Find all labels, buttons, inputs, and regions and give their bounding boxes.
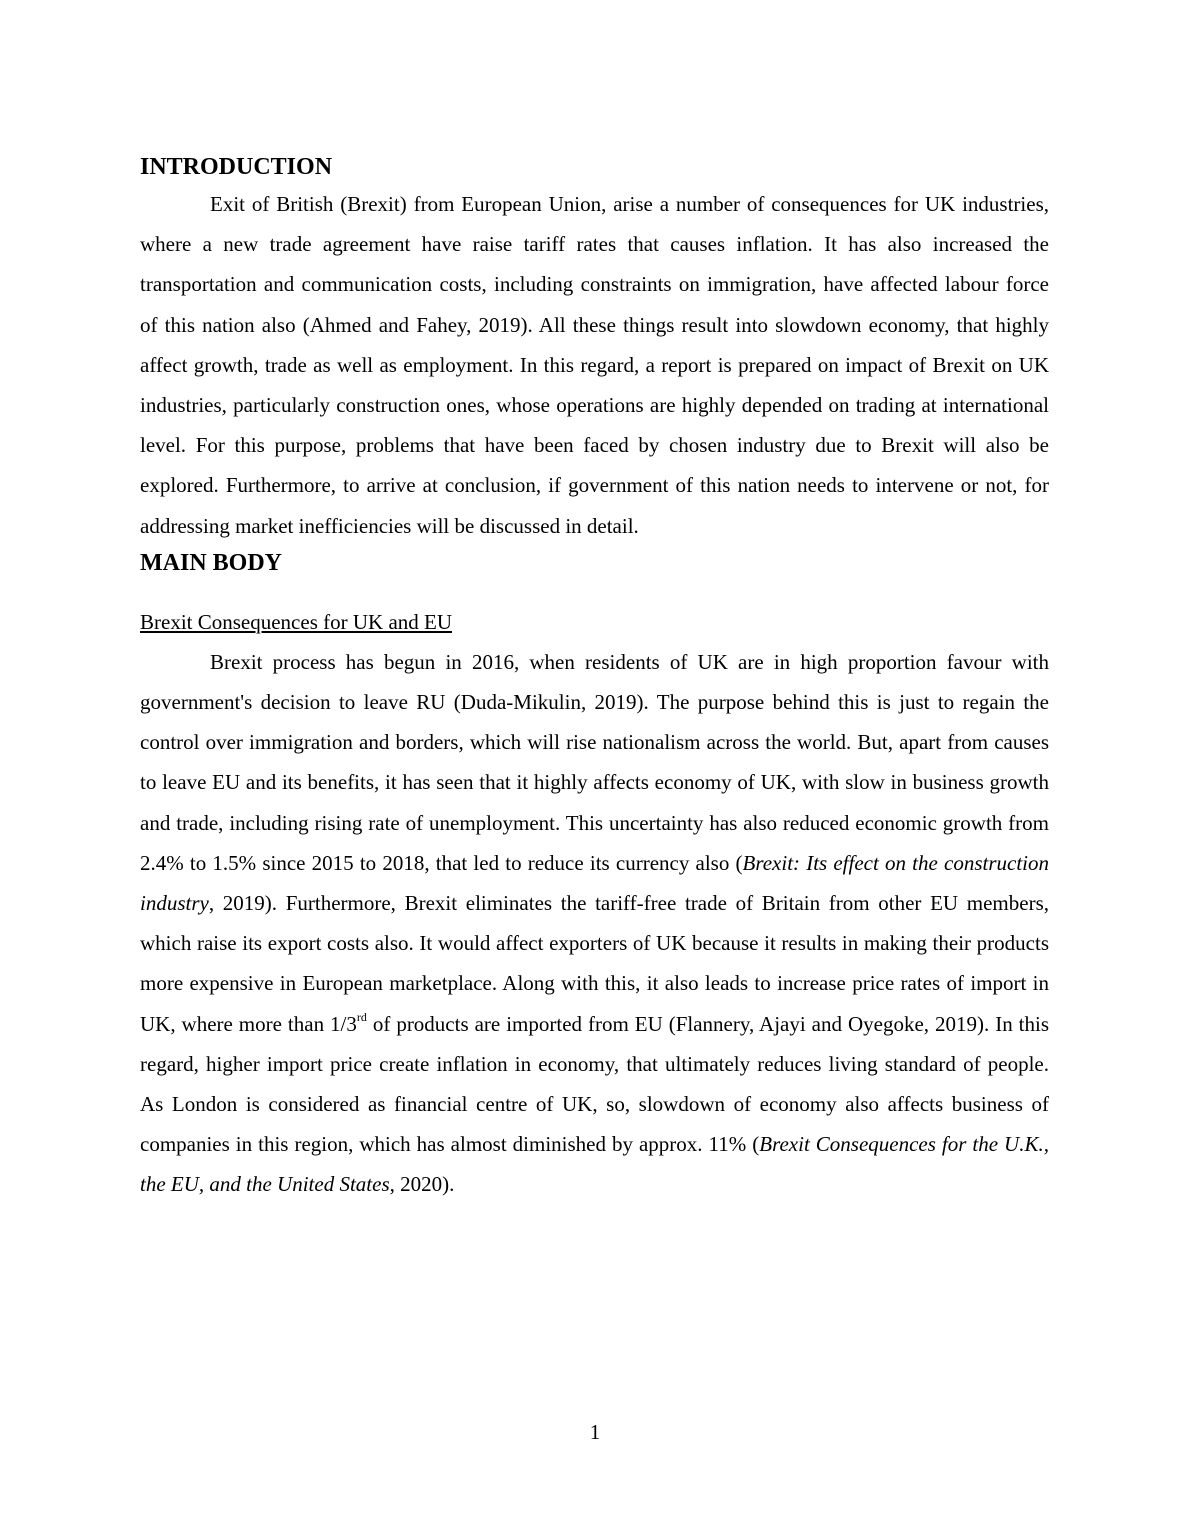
introduction-paragraph: Exit of British (Brexit) from European Union, arise a number of consequences for UK industries, where a new trade agreement have raise tariff rates that causes inflation. It has also increased the transportation and communication costs, including constraints on immigration, have affected labour force of this nation also (Ahmed and Fahey, 2019). All these things result into slowdown economy, that highly affect growth, trade as well as employment. In this regard, a report is prepared on impact of Brexit on UK industries, particularly construction ones, whose operations are highly depended on trading at international level. For this purpose, problems that have been faced by chosen industry due to Brexit will also be explored. Furthermore, to arrive at conclusion, if government of this nation needs to intervene or not, for addressing market inefficiencies will be discussed in detail. (140, 192, 1049, 538)
page-content (140, 150, 1049, 1205)
citation-brexit-consequences: Brexit Consequences for the U.K., the EU, and the United States (140, 1132, 1049, 1197)
paragraph-text-part-3: of products are imported from EU (Flannery, Ajayi and Oyegoke, 2019). In this regard, higher import price create inflation in economy, that ultimately reduces living standard of people. As London is considered as financial centre of UK, so, slowdown of economy also affects business of companies in this region, which has almost diminished by approx. 11% ( (140, 1011, 1049, 1157)
brexit-consequences-paragraph (140, 642, 1049, 1205)
ordinal-superscript: rd (356, 1009, 367, 1024)
paragraph-text-part-1: Brexit process has begun in 2016, when residents of UK are in high proportion favour with government's decision to leave RU (Duda-Mikulin, 2019). The purpose behind this is just to regain the control over immigration and borders, which will rise nationalism across the world. But, apart from causes to leave EU and its benefits, it has seen that it highly affects economy of UK, with slow in business growth and trade, including rising rate of unemployment. This uncertainty has also reduced economic growth from 2.4% to 1.5% since 2015 to 2018, that led to reduce its currency also ( (140, 649, 1049, 875)
citation-construction-industry: Brexit: Its effect on the construction industry (140, 850, 1049, 916)
paragraph-text-part-2: , 2019). Furthermore, Brexit eliminates the tariff-free trade of Britain from other EU members, which raise its export costs also. It would affect exporters of UK because it results in making their products more expensive in European marketplace. Along with this, it also leads to increase price rates of import in UK, where more than 1/3 (140, 891, 1049, 1036)
main-body-heading: MAIN BODY (140, 549, 282, 576)
introduction-heading: INTRODUCTION (140, 154, 333, 180)
brexit-consequences-subheading: Brexit Consequences for UK and EU (140, 609, 453, 634)
page-number: 1 (589, 1420, 601, 1444)
paragraph-text-part-4: , 2020). (389, 1172, 455, 1197)
